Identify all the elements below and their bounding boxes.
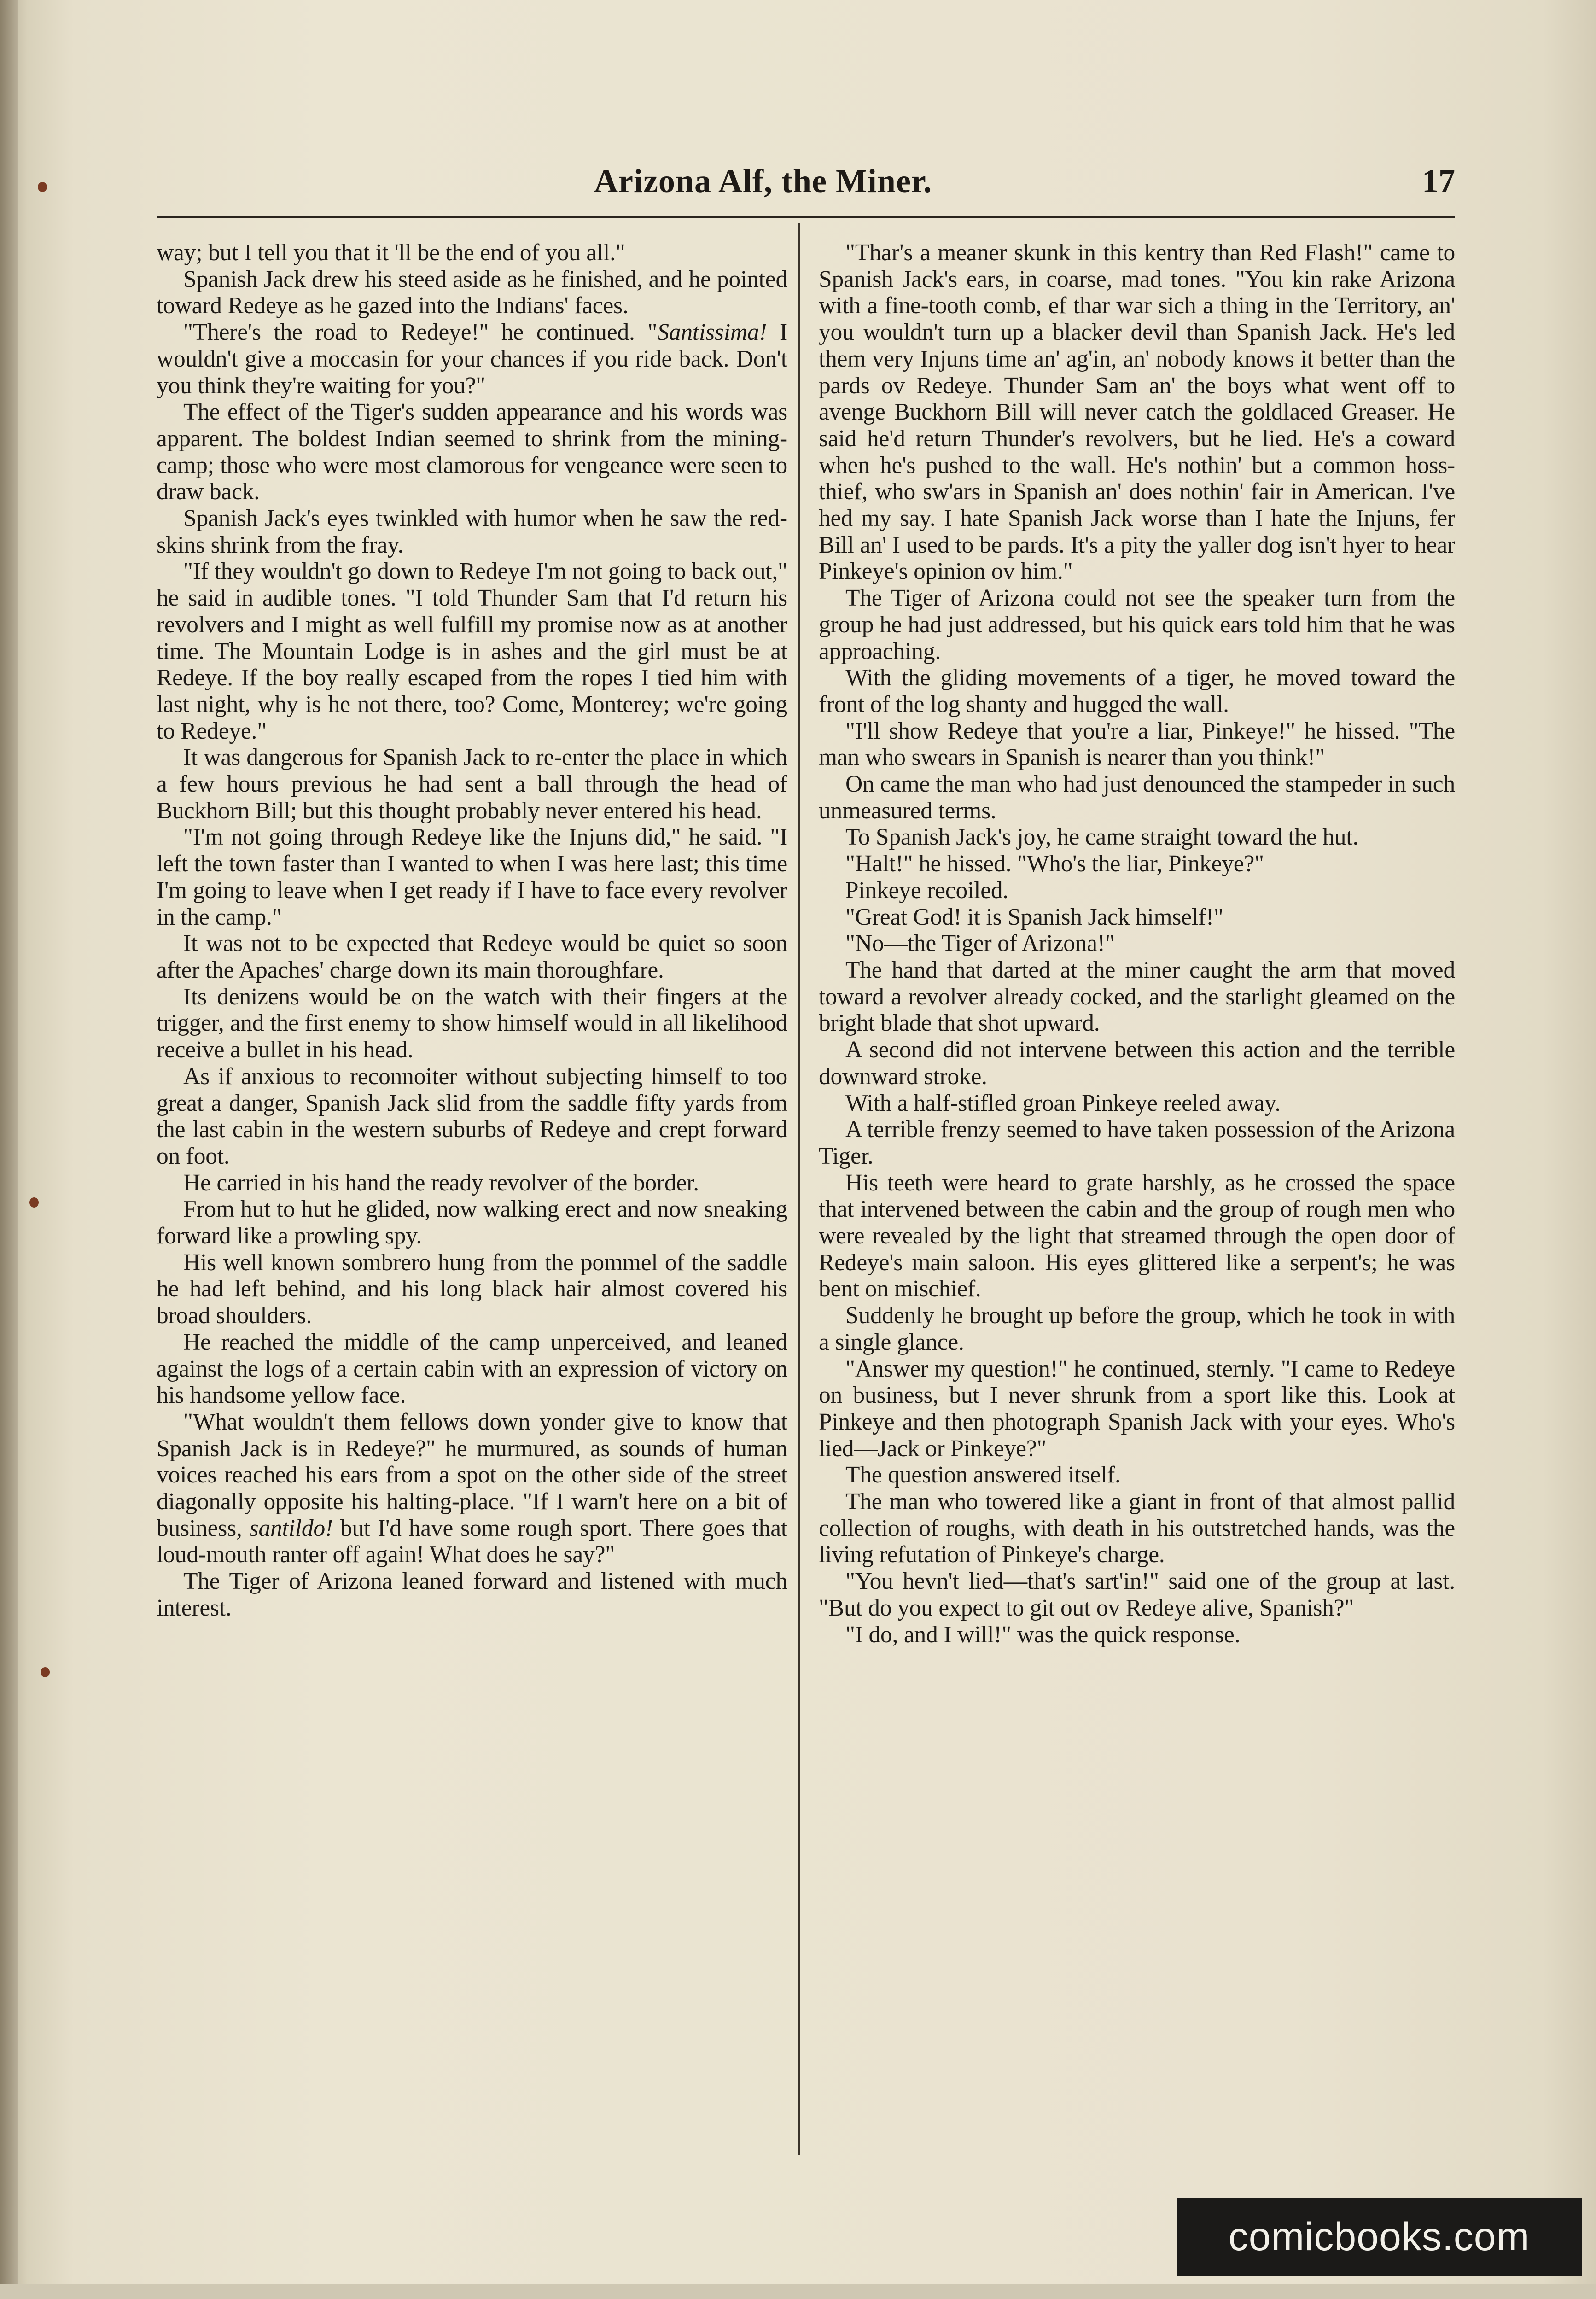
paragraph: "You hevn't lied—that's sart'in!" said one of the group at last. "But do you expect to git out ov Redeye alive, Spanish?" bbox=[819, 1568, 1455, 1621]
paragraph: The Tiger of Arizona leaned forward and listened with much interest. bbox=[157, 1568, 787, 1621]
paragraph: way; but I tell you that it 'll be the end of you all." bbox=[157, 239, 625, 266]
page-header bbox=[157, 162, 1455, 213]
paragraph: The question answered itself. bbox=[845, 1462, 1121, 1488]
margin-ink-mark bbox=[38, 182, 47, 192]
paragraph: "If they wouldn't go down to Redeye I'm not going to back out," he said in audible tones. "I told Thunder Sam that I'd return his revolvers and I might as well fulfill my promise now as at another time. The Mountain Lodge is in ashes and the girl must be at Redeye. If the boy really escaped from the ropes I tied him with last night, why is he not there, too? Come, Monterey; we're going to Redeye." bbox=[157, 558, 787, 744]
paragraph: As if anxious to reconnoiter without subjecting himself to too great a danger, Spanish Jack slid from the saddle fifty yards from the last cabin in the western suburbs of Redeye and crept forward on foot. bbox=[157, 1063, 787, 1169]
paragraph: A second did not intervene between this action and the terrible downward stroke. bbox=[819, 1037, 1455, 1090]
paragraph: The hand that darted at the miner caught the arm that moved toward a revolver already cocked, and the starlight gleamed on the bright blade that shot upward. bbox=[819, 957, 1455, 1037]
paragraph: Spanish Jack drew his steed aside as he finished, and he pointed toward Redeye as he gazed into the Indians' faces. bbox=[157, 266, 787, 319]
paragraph: He carried in his hand the ready revolver of the border. bbox=[183, 1169, 699, 1196]
paragraph: It was not to be expected that Redeye would be quiet so soon after the Apaches' charge down its main thoroughfare. bbox=[157, 930, 787, 983]
paragraph: He reached the middle of the camp unperceived, and leaned against the logs of a certain cabin with an expression of victory on his handsome yellow face. bbox=[157, 1329, 787, 1409]
paragraph: With a half-stifled groan Pinkeye reeled away. bbox=[845, 1090, 1281, 1116]
paragraph: The Tiger of Arizona could not see the speaker turn from the group he had just addressed, but his quick ears told him that he was approaching. bbox=[819, 585, 1455, 665]
paragraph: His well known sombrero hung from the pommel of the saddle he had left behind, and his long black hair almost covered his broad shoulders. bbox=[157, 1249, 787, 1329]
running-title: Arizona Alf, the Miner. bbox=[594, 163, 932, 199]
page-number: 17 bbox=[1422, 163, 1455, 199]
watermark-badge: comicbooks.com bbox=[1177, 2198, 1582, 2276]
paragraph: "Answer my question!" he continued, sternly. "I came to Redeye on business, but I never shrunk from a sport like this. Look at Pinkeye and then photograph Spanish Jack with your eyes. Who's lied—Jack or Pinkeye?" bbox=[819, 1355, 1455, 1462]
page-bottom-edge bbox=[0, 2284, 1596, 2299]
paragraph: "Great God! it is Spanish Jack himself!" bbox=[845, 904, 1223, 930]
paragraph: It was dangerous for Spanish Jack to re-enter the place in which a few hours previous he had sent a ball through the head of Buckhorn Bill; but this thought probably never entered his head. bbox=[157, 744, 787, 824]
margin-ink-mark bbox=[29, 1197, 39, 1208]
margin-ink-mark bbox=[41, 1667, 50, 1677]
paragraph: On came the man who had just denounced the stampeder in such unmeasured terms. bbox=[819, 771, 1455, 824]
paragraph: The effect of the Tiger's sudden appearance and his words was apparent. The boldest Indian seemed to shrink from the mining-camp; those who were most clamorous for vengeance were seen to draw back. bbox=[157, 399, 787, 505]
paragraph: The man who towered like a giant in front of that almost pallid collection of roughs, with death in his outstretched hands, was the living refutation of Pinkeye's charge. bbox=[819, 1488, 1455, 1568]
paragraph: His teeth were heard to grate harshly, as he crossed the space that intervened between the cabin and the group of rough men who were revealed by the light that streamed through the open door of Redeye's main saloon. His eyes glittered like a serpent's; he was bent on mischief. bbox=[819, 1169, 1455, 1302]
paragraph: Pinkeye recoiled. bbox=[845, 877, 1009, 904]
paragraph: "Thar's a meaner skunk in this kentry than Red Flash!" came to Spanish Jack's ears, in coarse, mad tones. "You kin rake Arizona with a fine-tooth comb, ef thar war sich a thing in the Territory, an' you wouldn't turn up a blacker devil than Spanish Jack. He's led them very Injuns time an' ag'in, an' nobody knows it better than the pards ov Redeye. Thunder Sam an' the boys what went off to avenge Buckhorn Bill will never catch the goldlaced Greaser. He said he'd return Thunder's revolvers, but he lied. He's a coward when he's pushed to the wall. He's nothin' but a common hoss-thief, who sw'ars in Spanish an' does nothin' fair in American. I've hed my say. I hate Spanish Jack worse than I hate the Injuns, fer Bill an' I used to be pards. It's a pity the yaller dog isn't hyer to hear Pinkeye's opinion ov him." bbox=[819, 239, 1455, 585]
paragraph: A terrible frenzy seemed to have taken possession of the Arizona Tiger. bbox=[819, 1116, 1455, 1169]
paragraph: "I'll show Redeye that you're a liar, Pinkeye!" he hissed. "The man who swears in Spanish is nearer than you think!" bbox=[819, 718, 1455, 771]
paragraph: "What wouldn't them fellows down yonder give to know that Spanish Jack is in Redeye?" he murmured, as sounds of human voices reached his ears from a spot on the other side of the street diagonally opposite his halting-place. "If I warn't here on a bit of business, santildo! but I'd have some rough sport. There goes that loud-mouth ranter off again! What does he say?" bbox=[157, 1408, 787, 1568]
paragraph: "No—the Tiger of Arizona!" bbox=[845, 930, 1115, 957]
header-rule bbox=[157, 216, 1455, 218]
paragraph: From hut to hut he glided, now walking erect and now sneaking forward like a prowling spy. bbox=[157, 1196, 787, 1249]
paragraph: To Spanish Jack's joy, he came straight toward the hut. bbox=[845, 824, 1359, 851]
paragraph: "Halt!" he hissed. "Who's the liar, Pinkeye?" bbox=[845, 851, 1264, 877]
paragraph: "I do, and I will!" was the quick response. bbox=[845, 1621, 1241, 1648]
right-column bbox=[819, 239, 1455, 2165]
column-divider bbox=[798, 223, 800, 2155]
paragraph: With the gliding movements of a tiger, he moved toward the front of the log shanty and hugged the wall. bbox=[819, 665, 1455, 718]
page-binding-edge bbox=[0, 0, 18, 2299]
paragraph: Spanish Jack's eyes twinkled with humor when he saw the red-skins shrink from the fray. bbox=[157, 505, 787, 558]
paragraph: Suddenly he brought up before the group, which he took in with a single glance. bbox=[819, 1302, 1455, 1355]
paragraph: "I'm not going through Redeye like the Injuns did," he said. "I left the town faster than I wanted to when I was here last; this time I'm going to leave when I get ready if I have to face every revolver in the camp." bbox=[157, 824, 787, 930]
left-column bbox=[157, 239, 787, 2165]
paragraph: Its denizens would be on the watch with their fingers at the trigger, and the first enemy to show himself would in all likelihood receive a bullet in his head. bbox=[157, 983, 787, 1063]
paragraph: "There's the road to Redeye!" he continued. "Santissima! I wouldn't give a moccasin for your chances if you ride back. Don't you think they're waiting for you?" bbox=[157, 319, 787, 399]
